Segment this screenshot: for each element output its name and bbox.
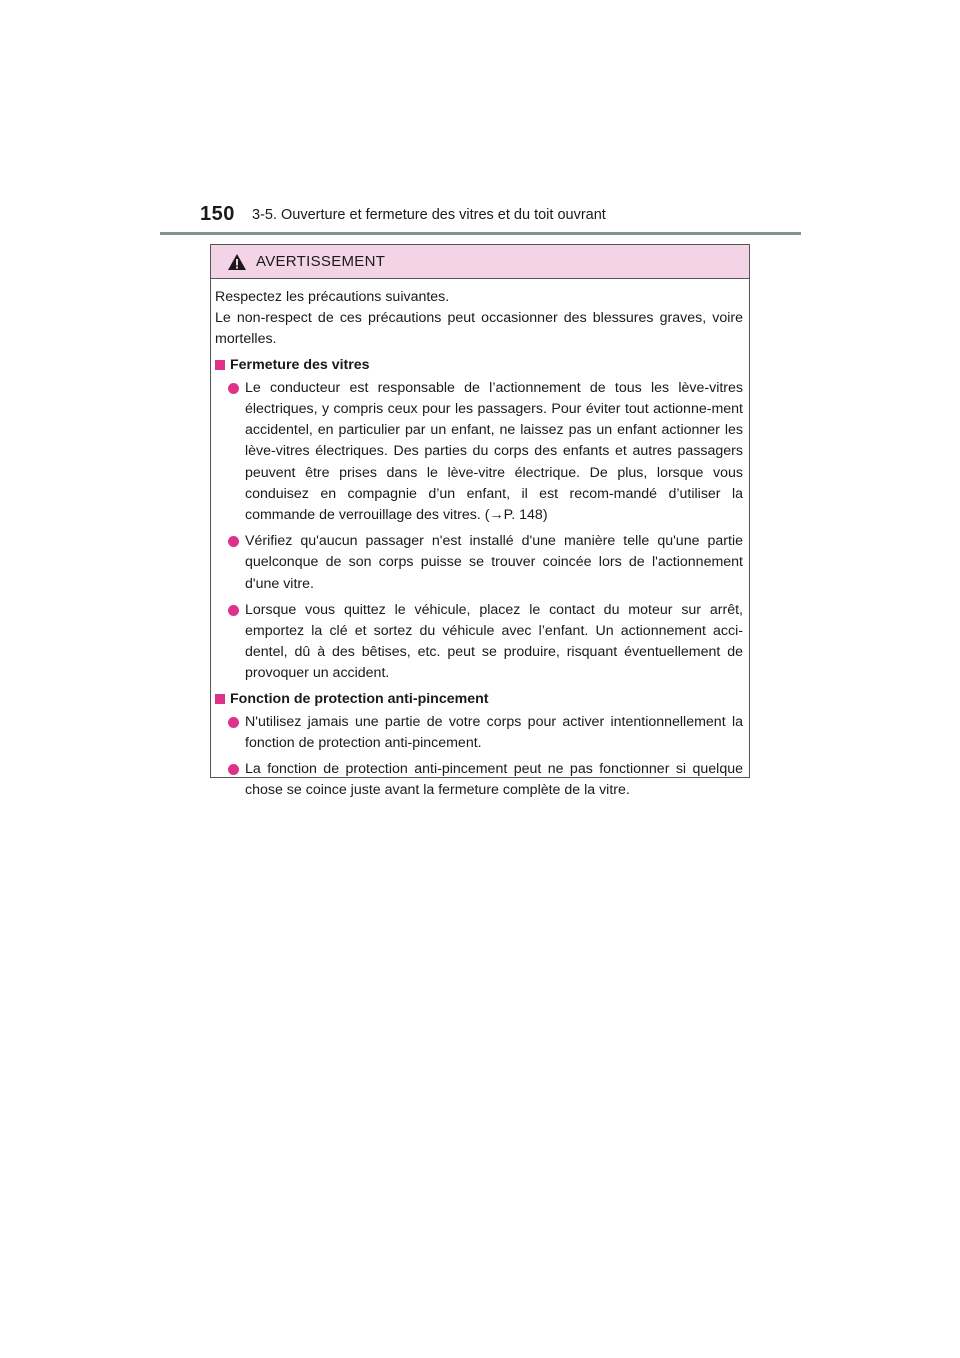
list-item-text: Vérifiez qu'aucun passager n'est installé d'une manière telle qu'une partie quelconque de son corps puisse se trouver coincée lors de l'actionnement d'une vitre. xyxy=(245,533,743,592)
round-bullet-icon xyxy=(228,717,239,728)
square-bullet-icon xyxy=(215,360,225,370)
list-item-text: Lorsque vous quittez le véhicule, placez le contact du moteur sur arrêt, emportez la clé et sortez du véhicule avec l’enfant. Un actionnement acci-dentel, dû à des bêtises, etc. peut se produire, risquant éventuellement de provoquer un accident. xyxy=(245,601,743,682)
square-bullet-icon xyxy=(215,694,225,704)
list-item xyxy=(215,378,743,526)
round-bullet-icon xyxy=(228,383,239,394)
warning-title: AVERTISSEMENT xyxy=(256,253,386,270)
intro-line-1: Respectez les précautions suivantes. xyxy=(215,289,450,305)
section-heading-closing xyxy=(215,355,743,376)
section-heading-text: Fonction de protection anti-pincement xyxy=(230,690,489,707)
list-item-text: Le conducteur est responsable de l’actionnement de tous les lève-vitres électriques, y compris ceux pour les passagers. Pour éviter tout actionne-ment accidentel, en particulier par un enfant, ne laissez pas un enfant actionner les lève-vitres électriques. Des parties du corps des enfants et autres passagers peuvent être prises dans le lève-vitre électrique. De plus, lorsque vous conduisez en compagnie d’un enfant, il est recom-mandé d’utiliser la commande de verrouillage des vitres. (→P. 148) xyxy=(245,379,743,524)
warning-box xyxy=(210,244,750,799)
round-bullet-icon xyxy=(228,536,239,547)
list-item-text: N'utilisez jamais une partie de votre corps pour activer intentionnellement la fonction de protection anti-pincement. xyxy=(245,713,743,752)
round-bullet-icon xyxy=(228,764,239,775)
warning-body xyxy=(215,287,743,802)
list-item-text: La fonction de protection anti-pincement peut ne pas fonctionner si quelque chose se coince juste avant la fermeture complète de la vitre. xyxy=(245,761,743,799)
list-item xyxy=(215,600,743,685)
header-rule xyxy=(160,232,801,235)
page-header xyxy=(0,0,960,240)
warning-triangle-icon xyxy=(227,253,247,271)
list-item xyxy=(215,531,743,595)
section-heading-text: Fermeture des vitres xyxy=(230,356,370,373)
list-item xyxy=(215,712,743,754)
section-heading-anti-pinch xyxy=(215,689,743,710)
page-number: 150 xyxy=(200,203,235,225)
round-bullet-icon xyxy=(228,605,239,616)
intro-line-2: Le non-respect de ces précautions peut occasionner des blessures graves, voire mortelles. xyxy=(215,310,743,348)
section-title: 3-5. Ouverture et fermeture des vitres et du toit ouvrant xyxy=(252,207,606,223)
warning-header xyxy=(211,245,749,279)
list-item xyxy=(215,759,743,801)
